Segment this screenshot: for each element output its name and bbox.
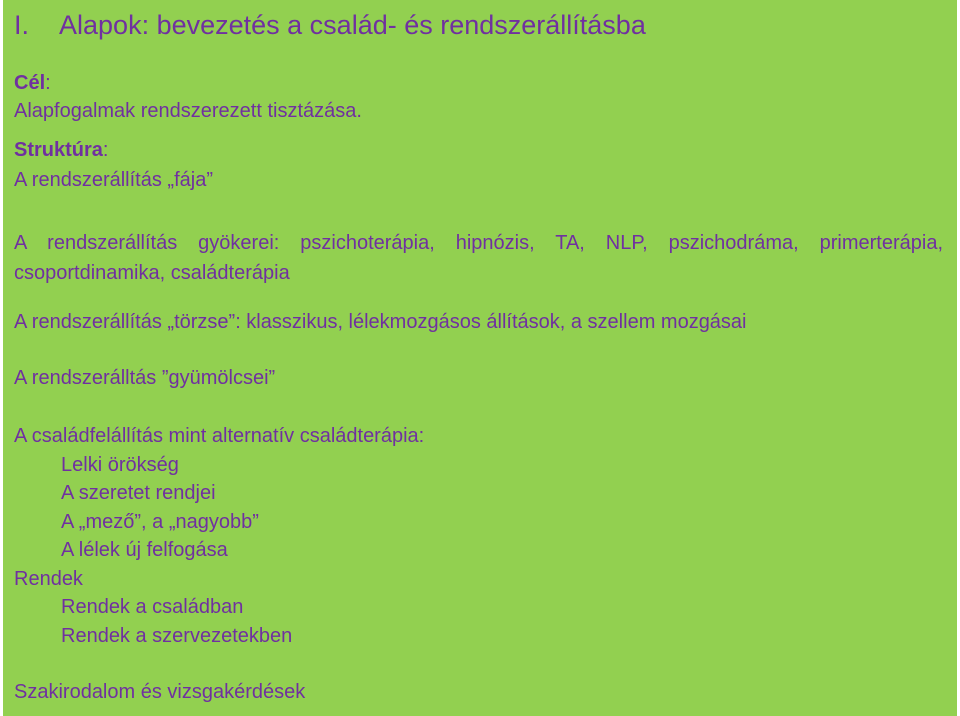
fruits-line: A rendszerálltás ”gyümölcsei” (14, 367, 276, 389)
orders-item: Rendek a családban (61, 596, 244, 618)
slide (3, 0, 957, 716)
family-item: A lélek új felfogása (61, 539, 228, 561)
orders-item: Rendek a szervezetekben (61, 625, 293, 647)
structure-colon: : (102, 139, 109, 161)
structure-label: Struktúra (14, 139, 103, 161)
orders-heading: Rendek (14, 568, 83, 590)
roots-paragraph: A rendszerállítás gyökerei: pszichoterápia, hipnózis, TA, NLP, pszichodráma, primerterápia, csoportdinamika, családterápia (14, 232, 943, 284)
goal-text: Alapfogalmak rendszerezett tisztázása. (14, 100, 362, 122)
trunk-line: A rendszerállítás „törzse”: klasszikus, lélekmozgásos állítások, a szellem mozgásai (14, 311, 747, 333)
structure-tree: A rendszerállítás „fája” (14, 169, 213, 191)
family-heading: A családfelállítás mint alternatív családterápia: (14, 425, 425, 447)
goal-colon: : (45, 72, 51, 94)
family-item: A szeretet rendjei (61, 482, 216, 504)
family-item: Lelki örökség (61, 454, 179, 476)
goal-label: Cél (14, 72, 46, 94)
goal-label-line (14, 71, 51, 95)
slide-title (14, 8, 646, 42)
family-item: A „mező”, a „nagyobb” (61, 511, 259, 533)
literature-line: Szakirodalom és vizsgakérdések (14, 681, 306, 703)
title-text: Alapok: bevezetés a család- és rendszerállításba (59, 10, 646, 40)
structure-label-line (14, 138, 108, 162)
title-number: I. (14, 10, 30, 40)
